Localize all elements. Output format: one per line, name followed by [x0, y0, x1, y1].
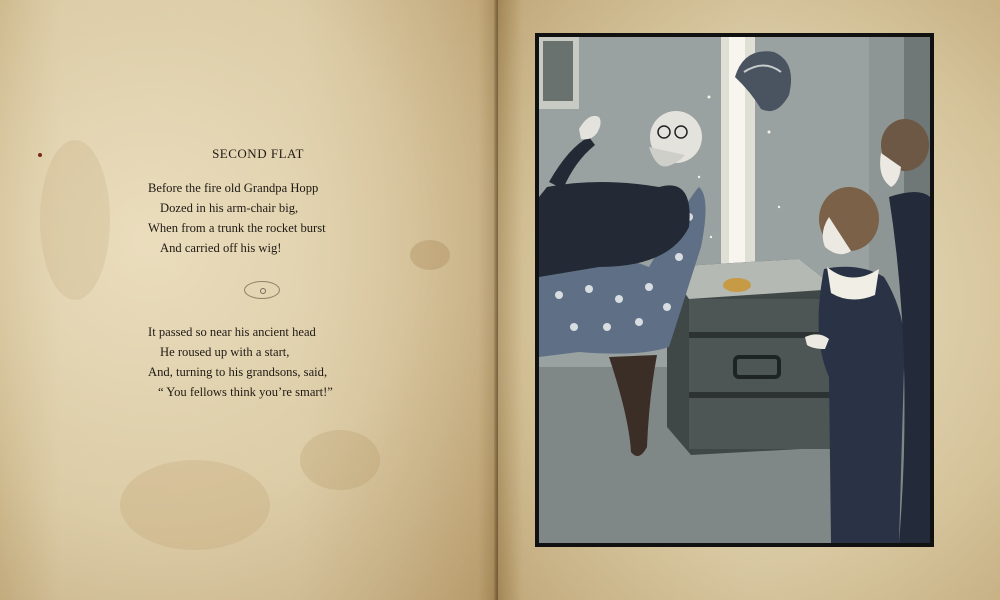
stanza-1: [148, 178, 326, 258]
poem-line: And carried off his wig!: [160, 241, 282, 255]
illustration: [539, 37, 930, 543]
ink-spot: [38, 153, 42, 157]
stanza-2: [148, 322, 333, 402]
poem-line: “ You fellows think you’re smart!”: [158, 385, 333, 399]
ornament-divider: [244, 281, 280, 299]
poem-line: Dozed in his arm-chair big,: [160, 201, 299, 215]
poem-line: He roused up with a start,: [160, 345, 290, 359]
poem-line: Before the fire old Grandpa Hopp: [148, 181, 319, 195]
poem-line: It passed so near his ancient head: [148, 325, 316, 339]
poem-title: SECOND FLAT: [212, 146, 304, 161]
left-page: [0, 0, 498, 600]
boy-body: [819, 267, 905, 543]
illustration-frame: [535, 33, 934, 547]
poem-line: And, turning to his grandsons, said,: [148, 365, 328, 379]
poem-line: When from a trunk the rocket burst: [148, 221, 326, 235]
illustration-art: [539, 37, 930, 543]
rocket-hole: [723, 278, 751, 292]
